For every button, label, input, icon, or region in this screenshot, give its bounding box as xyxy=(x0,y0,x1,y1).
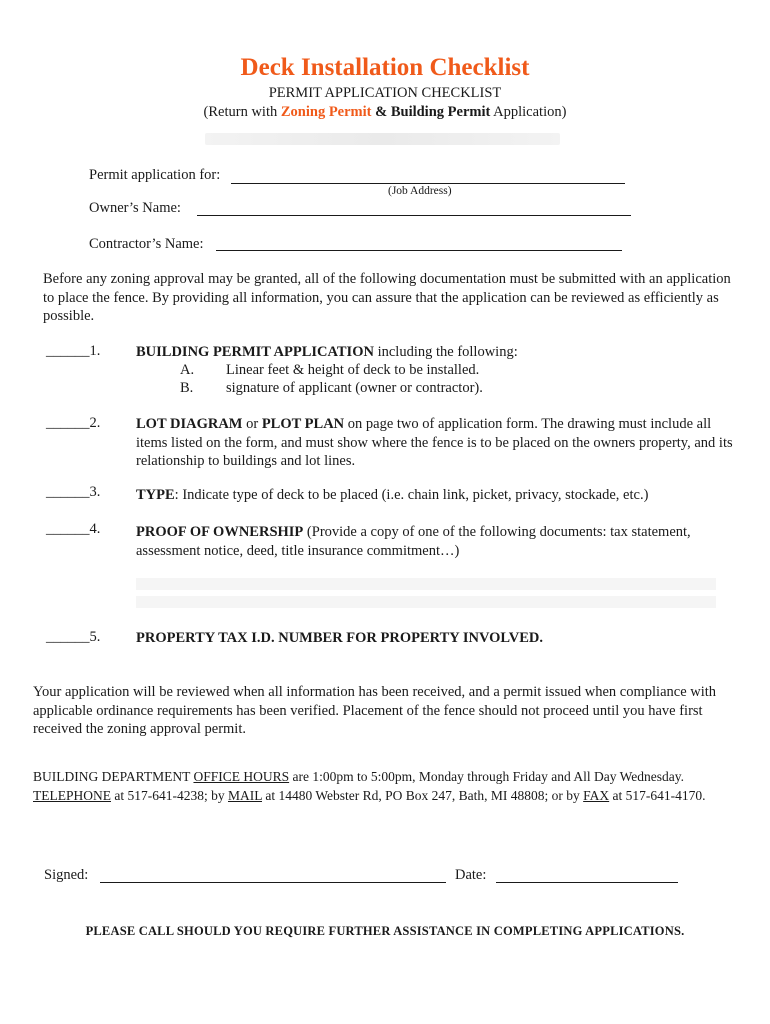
item-3-checkbox-line[interactable]: ______3. xyxy=(46,484,101,500)
zoning-permit-text: Zoning Permit xyxy=(280,104,372,120)
page-title: Deck Installation Checklist xyxy=(240,54,530,81)
document-subtitle: PERMIT APPLICATION CHECKLIST xyxy=(268,85,502,101)
item-1-heading: BUILDING PERMIT APPLICATION xyxy=(136,344,374,360)
item-3-heading: TYPE xyxy=(136,487,175,503)
show-through-artifact xyxy=(205,133,560,145)
item-2-heading-2: PLOT PLAN xyxy=(261,416,345,432)
office-hours-text: are 1:00pm to 5:00pm, Monday through Friday and All Day Wednesday. xyxy=(289,769,684,784)
item-2 xyxy=(136,415,736,471)
item-1-sub-a-letter: A. xyxy=(180,362,195,378)
signed-label: Signed: xyxy=(44,867,89,883)
telephone-text: at 517-641-4238; by xyxy=(111,787,228,803)
item-2-heading: LOT DIAGRAM xyxy=(136,416,243,432)
item-2-checkbox-line[interactable]: ______2. xyxy=(46,415,101,431)
item-4-text: (Provide a copy of one of the following documents: tax statement, assessment notice, deed, title insurance commitment…) xyxy=(136,524,691,559)
item-3 xyxy=(136,486,736,505)
item-1-sub-b-text: signature of applicant (owner or contractor). xyxy=(226,380,483,396)
footer-notice: PLEASE CALL SHOULD YOU REQUIRE FURTHER ASSISTANCE IN COMPLETING APPLICATIONS. xyxy=(85,924,685,938)
item-5 xyxy=(136,629,736,648)
amp-text: & xyxy=(371,104,391,120)
item-3-text: : Indicate type of deck to be placed (i.e. chain link, picket, privacy, stockade, etc.) xyxy=(174,487,649,503)
building-permit-text: Building Permit xyxy=(390,104,491,120)
office-hours-label: OFFICE HOURS xyxy=(193,769,290,784)
return-suffix: Application) xyxy=(490,104,567,120)
date-input[interactable] xyxy=(496,882,678,883)
job-address-caption: (Job Address) xyxy=(388,185,452,197)
date-label: Date: xyxy=(455,867,487,883)
item-1 xyxy=(136,343,736,362)
item-5-heading: PROPERTY TAX I.D. NUMBER FOR PROPERTY INVOLVED. xyxy=(136,630,543,646)
item-2-text: on page two of application form. The drawing must include all items listed on the form, and must show where the fence is to be placed on the owners property, and its relationship to buildings and lot lines. xyxy=(136,416,733,469)
contractor-name-input[interactable] xyxy=(216,250,622,251)
item-1-checkbox-line[interactable]: ______1. xyxy=(46,343,101,359)
dept-label: BUILDING DEPARTMENT xyxy=(33,769,194,784)
permit-for-label: Permit application for: xyxy=(89,167,221,183)
fax-label: FAX xyxy=(583,787,610,803)
item-4-heading: PROOF OF OWNERSHIP xyxy=(136,524,304,540)
owner-name-input[interactable] xyxy=(197,215,631,216)
item-5-checkbox-line[interactable]: ______5. xyxy=(46,629,101,645)
item-4 xyxy=(136,523,736,560)
return-prefix: (Return with xyxy=(203,104,281,120)
mail-label: MAIL xyxy=(228,787,262,803)
mail-text: at 14480 Webster Rd, PO Box 247, Bath, MI 48808; or by xyxy=(262,787,584,803)
item-4-checkbox-line[interactable]: ______4. xyxy=(46,521,101,537)
item-1-sub-b-letter: B. xyxy=(180,380,194,396)
contractor-name-label: Contractor’s Name: xyxy=(89,236,204,252)
job-address-input[interactable] xyxy=(231,183,625,184)
contact-info xyxy=(33,768,738,805)
fax-text: at 517-641-4170. xyxy=(609,787,706,803)
signature-input[interactable] xyxy=(100,882,446,883)
item-2-mid: or xyxy=(242,416,262,432)
show-through-block xyxy=(136,578,716,608)
review-paragraph: Your application will be reviewed when all information has been received, and a permit issued when compliance with applicable ordinance requirements has been verified. Placement of the fence should not proceed until you have first received the zoning approval permit. xyxy=(33,684,717,737)
telephone-label: TELEPHONE xyxy=(33,787,111,803)
owner-name-label: Owner’s Name: xyxy=(89,200,181,216)
return-instruction xyxy=(0,104,770,121)
intro-paragraph: Before any zoning approval may be granted, all of the following documentation must be submitted with an application to place the fence. By providing all information, you can assure that the application can be reviewed as efficiently as possible. xyxy=(43,271,731,324)
item-1-text: including the following: xyxy=(373,344,518,360)
item-1-sub-a-text: Linear feet & height of deck to be installed. xyxy=(226,362,480,378)
